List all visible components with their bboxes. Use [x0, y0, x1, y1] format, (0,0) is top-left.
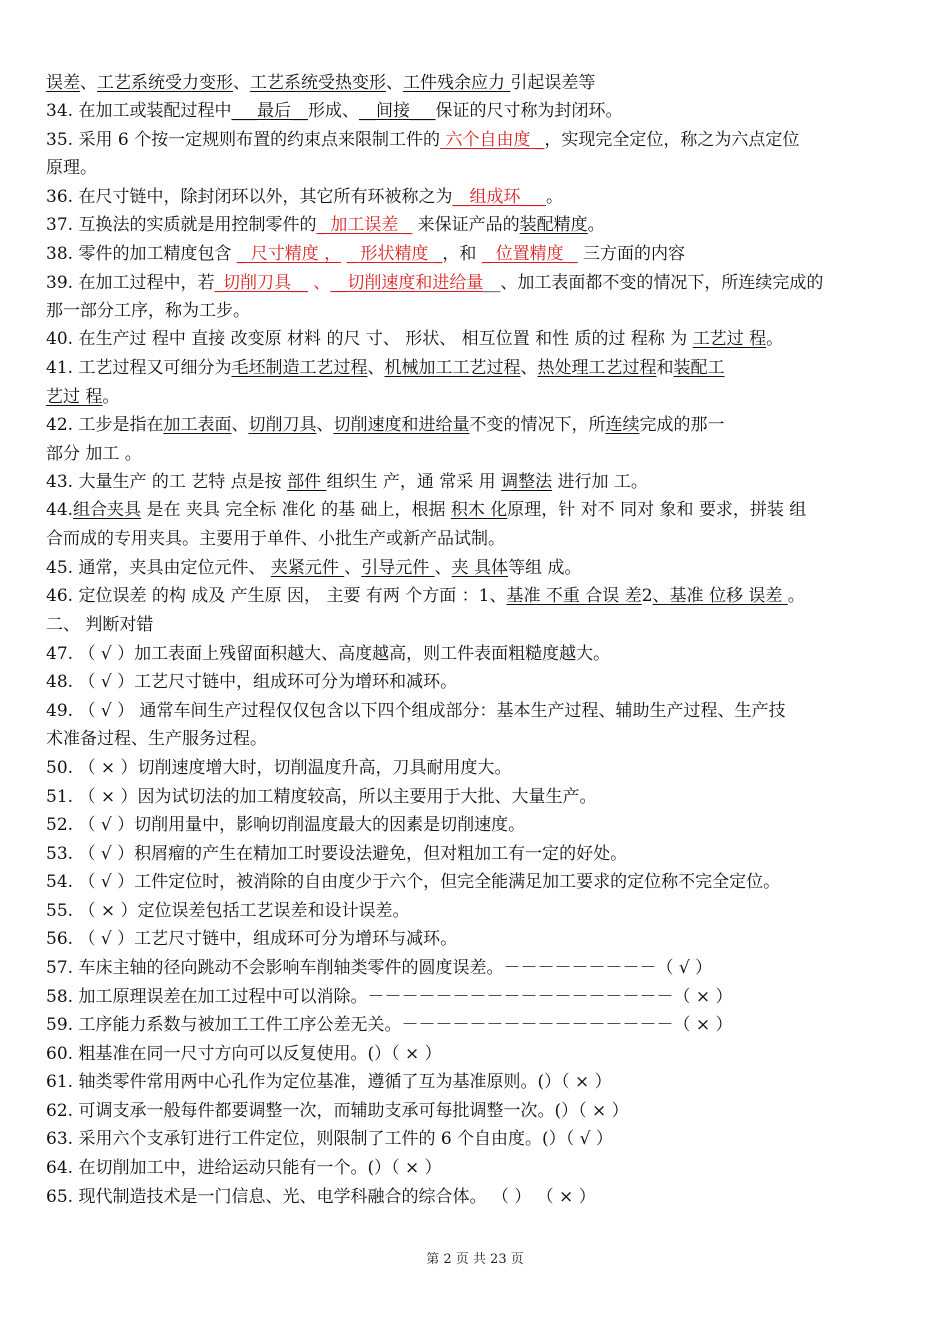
text-segment: 52. （ √ ）切削用量中，影响切削温度最大的因素是切削速度。 [46, 815, 526, 835]
answer-underlined: 连续 [605, 415, 640, 435]
answer-underlined: 六个自由度 _ [440, 130, 545, 150]
text-line [46, 272, 908, 294]
answer-underlined: _ 尺寸精度 ， [236, 244, 342, 264]
text-segment: 50. （ × ）切削速度增大时，切削温度升高，刀具耐用度大。 [46, 758, 512, 778]
text-line [46, 614, 908, 636]
text-segment: 53. （ √ ）积屑瘤的产生在精加工时要设法避免，但对粗加工有一定的好处。 [46, 844, 628, 864]
text-segment: 41. 工艺过程又可细分为 [46, 358, 232, 378]
answer-underlined: __间接___ [358, 101, 436, 121]
text-line [46, 900, 908, 922]
text-segment: 、 [386, 73, 403, 93]
answer-underlined: 工艺过 程 [692, 329, 767, 349]
text-segment: 进行加 工。 [552, 472, 648, 492]
answer-underlined: 切削刀具 [248, 415, 317, 435]
answer-underlined: 引导元件 [361, 558, 435, 578]
text-segment: 、 [520, 358, 538, 378]
text-line [46, 243, 908, 265]
text-segment: 60. 粗基准在同一尺寸方向可以反复使用。(）（ × ） [46, 1044, 442, 1064]
text-segment: 保证的尺寸称为封闭环。 [435, 101, 623, 121]
text-segment: 45. 通常，夹具由定位元件、 [46, 558, 271, 578]
answer-underlined: 毛坯制造工艺过程 [231, 358, 368, 378]
text-segment: 不变的情况下，所 [469, 415, 606, 435]
text-segment: 和 [656, 358, 674, 378]
text-segment: 术准备过程、生产服务过程。 [46, 729, 267, 749]
text-segment: 等组 成。 [508, 558, 582, 578]
text-line [46, 328, 908, 350]
text-segment: 二、 判断对错 [46, 615, 154, 635]
text-segment: 、 [344, 558, 362, 578]
text-segment: ，实现完全定位，称之为六点定位 [544, 130, 800, 150]
text-line [46, 386, 908, 408]
text-segment: 39. 在加工过程中，若 [46, 273, 215, 293]
text-line [46, 814, 908, 836]
text-segment: 49. （ √ ） 通常车间生产过程仅仅包含以下四个组成部分：基本生产过程、辅助生产过程、生产技 [46, 701, 786, 721]
text-line [46, 557, 908, 579]
text-segment: 组织生 产，通 常采 用 [326, 472, 502, 492]
text-line [46, 129, 908, 151]
text-segment: 61. 轴类零件常用两中心孔作为定位基准，遵循了互为基准原则。(）（ × ） [46, 1072, 612, 1092]
text-line [46, 786, 908, 808]
text-line [46, 72, 908, 94]
text-line [46, 671, 908, 693]
text-segment: 来保证产品的 [412, 215, 520, 235]
text-segment: 37. 互换法的实质就是用控制零件的 [46, 215, 317, 235]
text-line [46, 957, 908, 979]
text-line [46, 357, 908, 379]
text-segment: 40. 在生产过 程中 直接 改变原 材料 的尺 寸、 形状、 相互位置 和性 质的过 程称 为 [46, 329, 693, 349]
answer-underlined: 工件残余应力 [403, 73, 511, 93]
text-line [46, 928, 908, 950]
answer-underlined: 基准 不重 合误 差 [506, 586, 642, 606]
text-segment: 65. 现代制造技术是一门信息、光、电学科融合的综合体。 （ ） （ × ） [46, 1187, 596, 1207]
text-line [46, 1043, 908, 1065]
text-segment: 43. 大量生产 的工 艺特 点是按 [46, 472, 288, 492]
text-segment: 54. （ √ ）工件定位时，被消除的自由度少于六个，但完全能满足加工要求的定位称不完全定位。 [46, 872, 781, 892]
text-segment: 、 [367, 358, 385, 378]
text-line [46, 1071, 908, 1093]
answer-underlined: 工艺系统受力变形 [97, 73, 233, 93]
answer-underlined: 夹紧元件 [270, 558, 345, 578]
answer-underlined: _ 加工误差 _ [316, 215, 413, 235]
text-segment: 原理，针 对不 同对 象和 要求，拼装 组 [507, 500, 807, 520]
answer-underlined: 装配工 [673, 358, 725, 378]
text-line [46, 1128, 908, 1150]
text-line [46, 214, 908, 236]
text-segment: 2 [641, 586, 653, 606]
text-segment: 、 [233, 73, 250, 93]
text-segment: 63. 采用六个支承钉进行工件定位，则限制了工件的 6 个自由度。(）（ √ ） [46, 1129, 613, 1149]
text-line [46, 414, 908, 436]
text-line [46, 471, 908, 493]
text-segment: 47. （ √ ）加工表面上残留面积越大、高度越高，则工件表面粗糙度越大。 [46, 644, 611, 664]
text-segment: 58. 加工原理误差在加工过程中可以消除。－－－－－－－－－－－－－－－－－－（ × ） [46, 987, 733, 1007]
text-segment: 51. （ × ）因为试切法的加工精度较高，所以主要用于大批、大量生产。 [46, 787, 597, 807]
answer-underlined: ___最后__ [231, 101, 308, 121]
answer-underlined: 工艺系统受热变形 [250, 73, 386, 93]
text-line [46, 100, 908, 122]
text-segment: 62. 可调支承一般每件都要调整一次，而辅助支承可每批调整一次。(）（ × ） [46, 1101, 629, 1121]
text-segment: 59. 工序能力系数与被加工工件工序公差无关。－－－－－－－－－－－－－－－－（ × ） [46, 1015, 733, 1035]
text-segment: 38. 零件的加工精度包含 [46, 244, 237, 264]
answer-underlined: 夹 具体 [451, 558, 509, 578]
answer-underlined: 积木 化 [450, 500, 508, 520]
text-line [46, 1157, 908, 1179]
text-segment: 42. 工步是指在 [46, 415, 164, 435]
text-segment: ，和 [442, 244, 482, 264]
answer-underlined: 机械加工工艺过程 [384, 358, 521, 378]
text-line [46, 528, 908, 550]
text-line [46, 843, 908, 865]
answer-underlined: 部件 [287, 472, 327, 492]
answer-underlined: 热处理工艺过程 [537, 358, 657, 378]
answer-underlined: 加工表面 [163, 415, 232, 435]
text-line [46, 1186, 908, 1208]
text-segment: 、 [316, 415, 334, 435]
text-line [46, 499, 908, 521]
text-segment: 。 [102, 387, 120, 407]
text-segment: 55. （ × ）定位误差包括工艺误差和设计误差。 [46, 901, 410, 921]
answer-underlined: _ 位置精度 _ [481, 244, 578, 264]
text-segment: 48. （ √ ）工艺尺寸链中，组成环可分为增环和减环。 [46, 672, 458, 692]
text-segment: 36. 在尺寸链中，除封闭环以外，其它所有环被称之为 [46, 187, 453, 207]
text-line [46, 700, 908, 722]
text-line [46, 300, 908, 322]
text-segment: 56. （ √ ）工艺尺寸链中，组成环可分为增环与减环。 [46, 929, 458, 949]
text-segment: 、 [434, 558, 452, 578]
text-segment: 、 [80, 73, 97, 93]
answer-underlined: 组合夹具 [73, 500, 142, 520]
text-line [46, 728, 908, 750]
text-segment: 46. 定位误差 的构 成及 产生原 因， 主要 有两 个方面 ：1、 [46, 586, 507, 606]
text-line [46, 643, 908, 665]
text-segment: 。 [545, 187, 563, 207]
text-segment: 引起误差等 [510, 73, 596, 93]
answer-underlined: 、基准 位移 误差 [652, 586, 788, 606]
text-segment: 、 [231, 415, 249, 435]
text-line [46, 443, 908, 465]
text-segment: 44. [46, 500, 74, 520]
text-segment: 35. 采用 6 个按一定规则布置的约束点来限制工件的 [46, 130, 441, 150]
text-segment: 是在 夹具 完全标 准化 的基 础上，根据 [141, 500, 451, 520]
text-segment: 部分 加工 。 [46, 444, 142, 464]
text-segment: 57. 车床主轴的径向跳动不会影响车削轴类零件的圆度误差。－－－－－－－－－（ √ ） [46, 958, 713, 978]
page-footer: 第 2 页 共 23 页 [426, 1252, 524, 1267]
text-segment: 64. 在切削加工中，进给运动只能有一个。(）（ × ） [46, 1158, 442, 1178]
text-segment: 、 [307, 273, 331, 293]
text-line [46, 1100, 908, 1122]
text-segment: 原理。 [46, 158, 97, 178]
answer-underlined: 误差 [46, 73, 80, 93]
answer-underlined: __切削速度和进给量 [330, 273, 484, 293]
answer-underlined: 调整法 [501, 472, 553, 492]
text-segment: 三方面的内容 [577, 244, 685, 264]
text-line [46, 757, 908, 779]
answer-underlined: __组成环___ [452, 187, 546, 207]
text-line [46, 986, 908, 1008]
answer-underlined: 艺过 程 [46, 387, 103, 407]
answer-underlined: _ 形状精度 _ [346, 244, 443, 264]
text-line [46, 186, 908, 208]
text-segment: 。 [766, 329, 784, 349]
text-segment: 。 [787, 586, 805, 606]
text-segment: 34. 在加工或装配过程中 [46, 101, 232, 121]
text-segment: 合而成的专用夹具。主要用于单件、小批生产或新产品试制。 [46, 529, 505, 549]
text-line [46, 871, 908, 893]
text-segment: 完成的那一 [639, 415, 725, 435]
text-segment: 。 [587, 215, 605, 235]
text-line [46, 1014, 908, 1036]
answer-underlined: 切削速度和进给量 [333, 415, 470, 435]
text-segment: 形成、 [307, 101, 359, 121]
text-segment: __、加工表面都不变的情况下，所连续完成的 [483, 273, 824, 293]
text-segment: 那一部分工序，称为工步。 [46, 301, 250, 321]
answer-underlined: 装配精度 [519, 215, 588, 235]
text-line [46, 157, 908, 179]
text-line [46, 585, 908, 607]
answer-underlined: _切削刀具__ [214, 273, 308, 293]
